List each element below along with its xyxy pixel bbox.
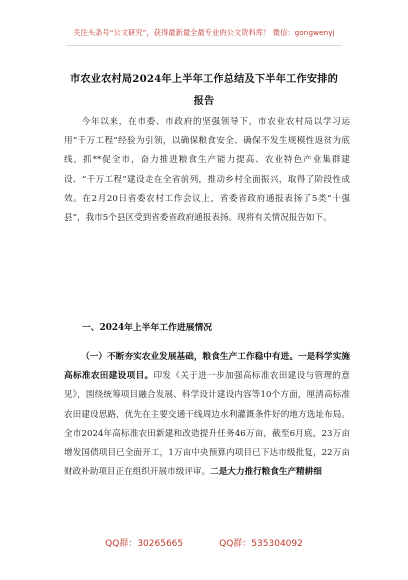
header-divider	[66, 45, 342, 46]
subsection-bold-lead: （一）不断夯实农业发展基础，粮食生产工作稳中有进。一是科学实施高标准农田建设项目。	[64, 352, 350, 382]
subsection-bold-tail: 二是大力推行粮食生产精耕细	[210, 467, 322, 478]
document-title-line1: 市农业农村局2024年上半年工作总结及下半年工作安排的	[69, 73, 339, 85]
section-heading-1: 一、2024年上半年工作进展情况	[82, 323, 213, 333]
promo-banner: 关注头条号“公文研究”，获得最新最全最专业的公文资料库！ 微信：gongwenyj	[73, 28, 335, 37]
footer-qq-group-1: QQ群：30265665	[105, 539, 184, 549]
intro-paragraph	[64, 113, 350, 228]
intro-paragraph-text: 今年以来，在市委、市政府的坚强领导下，市农业农村局以学习运用“千万工程”经验为引领，以确保粮食安全、确保不发生规模性返贫为底线，抓**促全市，奋力推进粮食生产能力提高、农业特色产业集群建设、“千万工程”建设走在全省前列，推动乡村全面振兴，取得了阶段性成效。在2月20日省委农村工作会议上，省委省政府通报表扬了5类“十强县”，我市5个县区受到省委省政府通报表扬。现将有关情况报告如下。	[64, 117, 350, 224]
subsection-body-text: 印发《关于进一步加强高标准农田建设与管理的意见》，围绕统筹项目融合发展、科学设计建设内容等10个方面，厘清高标准农田建设思路，优先在主要交通干线周边水利灌溉条件好的地方选址布局。全市2024年高标准农田新建和改造提升任务46万亩，截至6月底，23万亩增发国债项目已全面开工，1万亩中央预算内项目已下达市级批复，22万亩财政补助项目正在组织开展市级评审。	[64, 371, 350, 478]
subsection-paragraph-1	[64, 348, 350, 482]
footer-qq-group-2: QQ群：535304092	[219, 539, 303, 549]
footer-contacts	[0, 536, 408, 549]
document-title-line2: 报告	[193, 95, 215, 107]
